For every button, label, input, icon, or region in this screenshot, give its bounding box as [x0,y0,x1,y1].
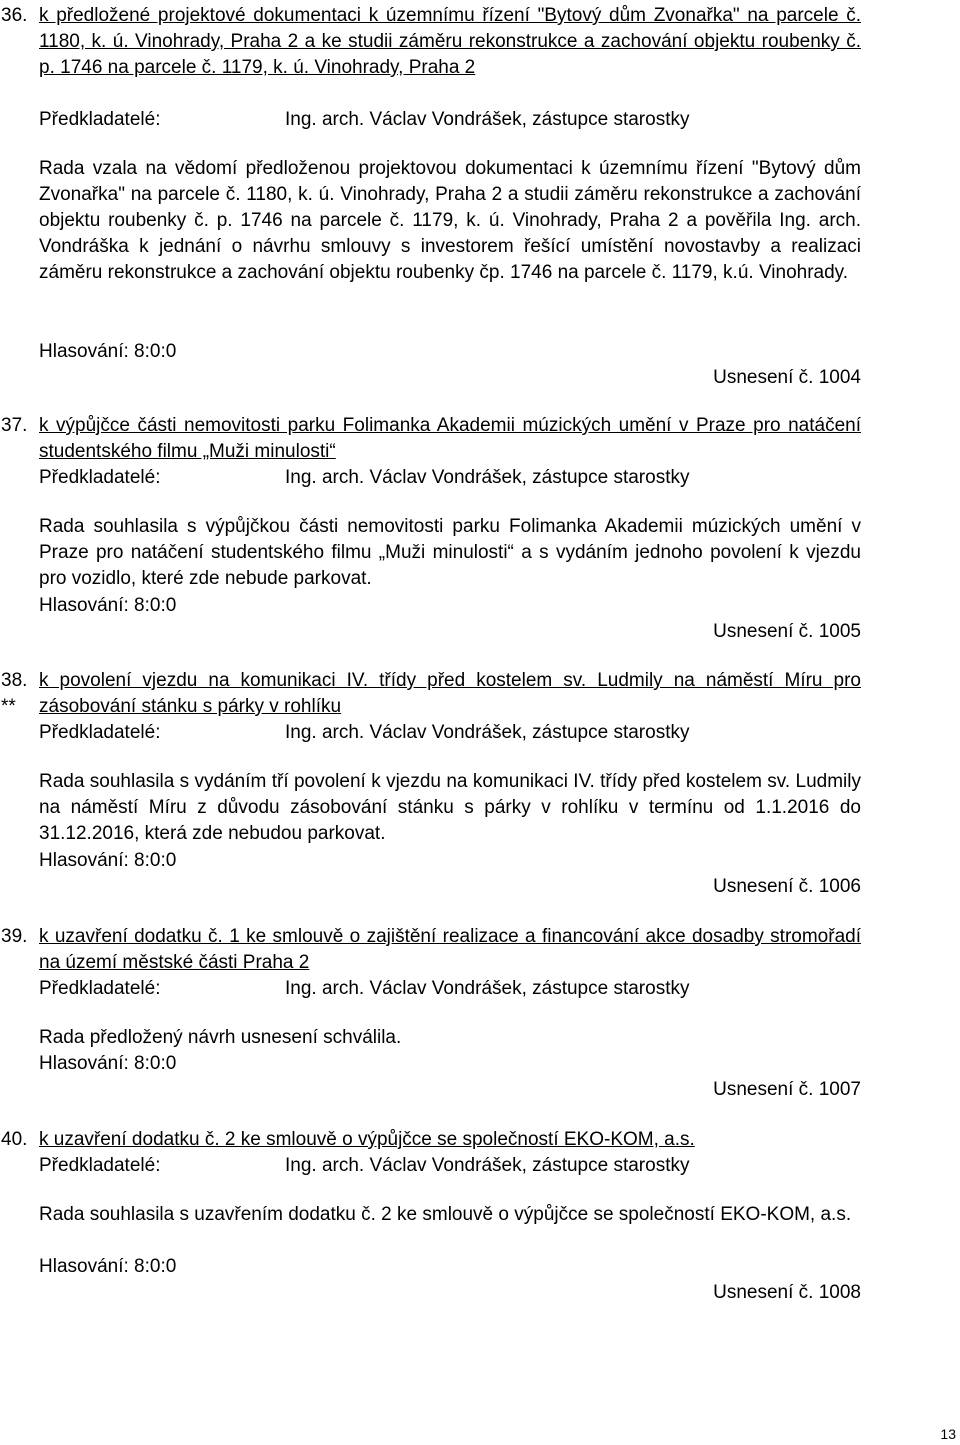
item-title: k povolení vjezdu na komunikaci IV. třídy před kostelem sv. Ludmily na náměstí Míru pro zásobování stánku s párky v rohlíku [39,670,861,717]
proposer-name: Ing. arch. Václav Vondrášek, zástupce starostky [285,978,690,999]
resolution-text: Rada vzala na vědomí předloženou projektovou dokumentaci k územnímu řízení "Bytový dům Zvonařka" na parcele č. 1180, k. ú. Vinohrady, Praha 2 a studii záměru rekonstrukce a zachování objektu roubenky č. p. 1746 na parcele č. 1179, k. ú. Vinohrady, Praha 2 a pověřila Ing. arch. Vondráška k jednání o návrhu smlouvy s investorem řešící umístění novostavby a realizaci záměru rekonstrukce a zachování objektu roubenky čp. 1746 na parcele č. 1179, k.ú. Vinohrady. [39,158,861,283]
resolution-text: Rada souhlasila s výpůjčkou části nemovitosti parku Folimanka Akademii múzických umění v Praze pro natáčení studentského filmu „Muži minulosti“ a s vydáním jednoho povolení k vjezdu pro vozidlo, které zde nebude parkovat. [39,516,861,589]
proposer-row [39,720,861,746]
page-number: 13 [940,1426,956,1442]
item-title: k uzavření dodatku č. 1 ke smlouvě o zajištění realizace a financování akce dosadby stromořadí na území městské části Praha 2 [39,926,861,973]
proposer-label: Předkladatelé: [39,978,161,999]
item-number: 40. [1,1129,28,1150]
proposer-row [39,976,861,1002]
resolution-number: Usnesení č. 1004 [713,367,861,388]
resolution-number: Usnesení č. 1008 [713,1282,861,1303]
proposer-name: Ing. arch. Václav Vondrášek, zástupce starostky [285,467,690,488]
proposer-name: Ing. arch. Václav Vondrášek, zástupce starostky [285,109,690,130]
proposer-row [39,1153,861,1179]
item-title: k předložené projektové dokumentaci k územnímu řízení "Bytový dům Zvonařka" na parcele č. 1180, k. ú. Vinohrady, Praha 2 a ke studii záměru rekonstrukce a zachování objektu roubenky č. p. 1746 na parcele č. 1179, k. ú. Vinohrady, Praha 2 [39,5,861,78]
resolution-text: Rada souhlasila s uzavřením dodatku č. 2 ke smlouvě o výpůjčce se společností EKO-KOM, a.s. [39,1204,852,1225]
proposer-label: Předkladatelé: [39,109,161,130]
vote-result: Hlasování: 8:0:0 [39,595,177,616]
proposer-row [39,465,861,491]
vote-result: Hlasování: 8:0:0 [39,850,177,871]
resolution-text: Rada souhlasila s vydáním tří povolení k vjezdu na komunikaci IV. třídy před kostelem sv. Ludmily na náměstí Míru z důvodu zásobování stánku s párky v rohlíku v termínu od 1.1.2016 do 31.12.2016, která zde nebudou parkovat. [39,771,861,844]
vote-result: Hlasování: 8:0:0 [39,341,177,362]
resolution-number: Usnesení č. 1007 [713,1079,861,1100]
item-number: 37. [1,415,28,436]
proposer-label: Předkladatelé: [39,1155,161,1176]
proposer-label: Předkladatelé: [39,467,161,488]
item-marker: ** [1,696,16,717]
item-title: k výpůjčce části nemovitosti parku Folimanka Akademii múzických umění v Praze pro natáčení studentského filmu „Muži minulosti“ [39,415,861,462]
item-number: 39. [1,926,28,947]
item-number: 36. [1,5,28,26]
resolution-number: Usnesení č. 1006 [713,876,861,897]
resolution-text: Rada předložený návrh usnesení schválila. [39,1027,402,1048]
proposer-label: Předkladatelé: [39,722,161,743]
item-number: 38. [1,670,28,691]
vote-result: Hlasování: 8:0:0 [39,1256,177,1277]
proposer-row [39,107,861,133]
resolution-number: Usnesení č. 1005 [713,621,861,642]
vote-result: Hlasování: 8:0:0 [39,1053,177,1074]
proposer-name: Ing. arch. Václav Vondrášek, zástupce starostky [285,1155,690,1176]
item-title: k uzavření dodatku č. 2 ke smlouvě o výpůjčce se společností EKO-KOM, a.s. [39,1129,695,1150]
proposer-name: Ing. arch. Václav Vondrášek, zástupce starostky [285,722,690,743]
